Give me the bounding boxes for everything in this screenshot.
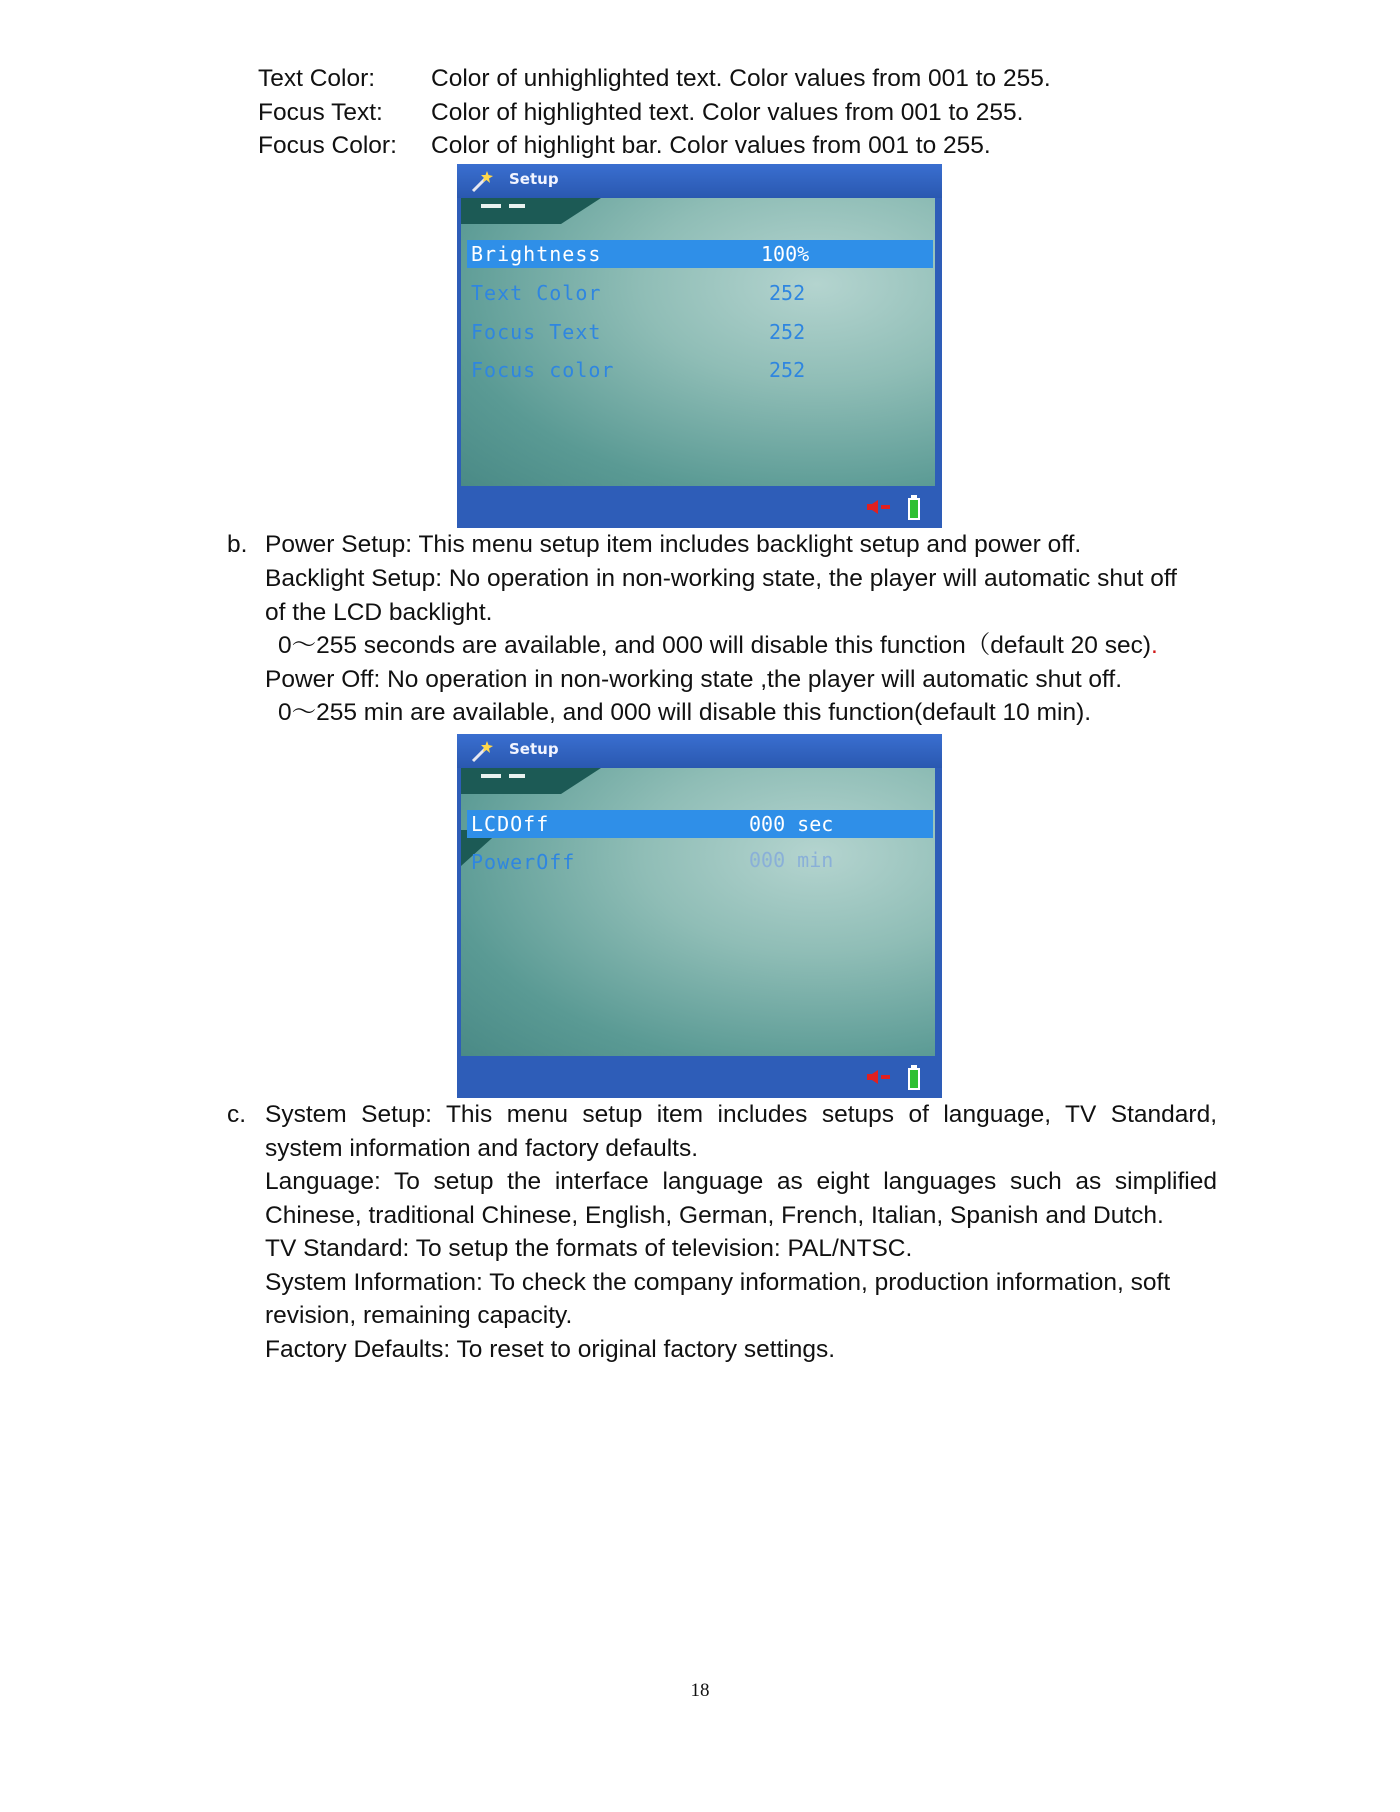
menu-value-focus-color: 252 <box>769 358 806 382</box>
screen-titlebar <box>457 164 942 198</box>
section-c-line6: System Information: To check the company information, production information, soft <box>265 1269 1171 1296</box>
menu-value-text-color: 252 <box>769 281 806 305</box>
menu-value-power-off: 000 min <box>749 848 834 872</box>
battery-icon <box>907 1065 921 1091</box>
screen-statusbar <box>457 1056 942 1098</box>
section-b-marker: b. <box>227 531 248 558</box>
speaker-icon <box>867 1070 893 1084</box>
menu-value-lcd-off: 000 sec <box>749 812 834 836</box>
menu-item-brightness[interactable]: Brightness <box>471 242 602 266</box>
section-b-line4-text: 0～255 seconds are available, and 000 will disable this function（default 20 sec) <box>278 632 1152 659</box>
definition-focus-color <box>258 129 1158 163</box>
definition-label: Text Color: <box>258 65 376 92</box>
setup-screenshot-power <box>457 734 942 1098</box>
setup-screenshot-colors <box>457 164 942 528</box>
definition-text: Color of highlight bar. Color values from 001 to 255. <box>431 132 991 159</box>
page-number: 18 <box>690 1680 710 1701</box>
magic-wand-icon <box>469 739 495 763</box>
menu-value-brightness: 100% <box>761 242 810 266</box>
section-c-line1: System Setup: This menu setup item includes setups of language, TV Standard, <box>265 1101 1217 1128</box>
section-b-line1: Power Setup: This menu setup item includes backlight setup and power off. <box>265 531 1082 558</box>
section-c-line8: Factory Defaults: To reset to original factory settings. <box>265 1336 836 1363</box>
definition-label: Focus Text: <box>258 98 383 126</box>
screen-title: Setup <box>509 170 559 188</box>
definition-text-color <box>258 62 1158 96</box>
definition-text: Color of unhighlighted text. Color values from 001 to 255. <box>431 65 1051 92</box>
section-b-line6: 0～255 min are available, and 000 will disable this function(default 10 min). <box>278 699 1092 726</box>
section-b-line5: Power Off: No operation in non-working state ,the player will automatic shut off. <box>265 666 1123 693</box>
magic-wand-icon <box>469 169 495 193</box>
color-definitions <box>258 62 1158 162</box>
battery-icon <box>907 495 921 521</box>
section-c-line7: revision, remaining capacity. <box>265 1302 573 1329</box>
menu-panel <box>461 198 935 486</box>
section-c-line2: system information and factory defaults. <box>265 1135 699 1162</box>
menu-item-focus-color[interactable]: Focus color <box>471 358 615 382</box>
menu-item-text-color[interactable]: Text Color <box>471 281 602 305</box>
menu-panel <box>461 768 935 1056</box>
speaker-icon <box>867 500 893 514</box>
section-b-line4-end: . <box>1151 632 1158 659</box>
screen-title: Setup <box>509 740 559 758</box>
menu-item-focus-text[interactable]: Focus Text <box>471 320 602 344</box>
section-b-line4 <box>278 629 1158 662</box>
section-c-line5: TV Standard: To setup the formats of television: PAL/NTSC. <box>265 1235 913 1262</box>
definition-label: Focus Color: <box>258 132 397 159</box>
section-c-marker: c. <box>227 1101 247 1128</box>
definition-focus-text <box>258 96 1158 130</box>
section-b-line2: Backlight Setup: No operation in non-working state, the player will automatic shut off <box>265 565 1177 592</box>
menu-value-focus-text: 252 <box>769 320 806 344</box>
section-b-line3: of the LCD backlight. <box>265 599 493 626</box>
menu-item-lcd-off[interactable]: LCDOff <box>471 812 550 836</box>
section-c-line4: Chinese, traditional Chinese, English, German, French, Italian, Spanish and Dutch. <box>265 1202 1164 1229</box>
screen-statusbar <box>457 486 942 528</box>
menu-item-power-off[interactable]: PowerOff <box>471 850 576 874</box>
section-c-line3: Language: To setup the interface language as eight languages such as simplified <box>265 1168 1217 1195</box>
definition-text: Color of highlighted text. Color values from 001 to 255. <box>431 98 1024 126</box>
screen-titlebar <box>457 734 942 768</box>
